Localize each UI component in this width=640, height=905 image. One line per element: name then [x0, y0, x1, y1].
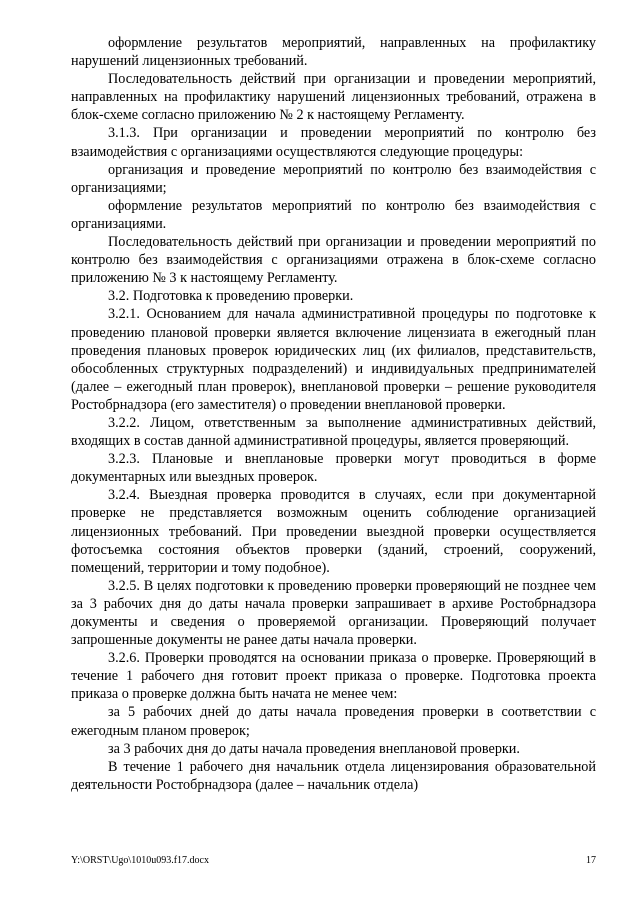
- paragraph: оформление результатов мероприятий, направленных на профилактику нарушений лицензионных требований.: [71, 35, 596, 70]
- paragraph: Последовательность действий при организации и проведении мероприятий по контролю без взаимодействия с организациями отражена в блок-схеме согласно приложению № 3 к настоящему Регламенту.: [71, 234, 596, 287]
- paragraph: 3.2.1. Основанием для начала административной процедуры по подготовке к проведению плановой проверки является включение лицензиата в ежегодный план проведения плановых проверок юридических лиц (их филиалов, представительств, обособленных структурных подразделений) и индивидуальных предпринимателей (далее – ежегодный план проверок), внеплановой проверки – решение руководителя Ростобрнадзора (его заместителя) о проведении внеплановой проверки.: [71, 306, 596, 413]
- page-footer: [71, 855, 596, 867]
- paragraph: организация и проведение мероприятий по контролю без взаимодействия с организациями;: [71, 161, 596, 196]
- paragraph: за 3 рабочих дня до даты начала проведения внеплановой проверки.: [108, 740, 520, 757]
- paragraph: В течение 1 рабочего дня начальник отдела лицензирования образовательной деятельности Ростобрнадзора (далее – начальник отдела): [71, 758, 596, 793]
- paragraph: 3.1.3. При организации и проведении мероприятий по контролю без взаимодействия с организациями осуществляются следующие процедуры:: [71, 125, 596, 160]
- paragraph: оформление результатов мероприятий по контролю без взаимодействия с организациями.: [71, 197, 596, 232]
- paragraph: 3.2. Подготовка к проведению проверки.: [108, 288, 354, 305]
- footer-file-path: Y:\ORST\Ugo\1010u093.f17.docx: [71, 855, 209, 866]
- paragraph: Последовательность действий при организации и проведении мероприятий, направленных на профилактику нарушений лицензионных требований, отражена в блок-схеме согласно приложению № 2 к настоящему Регламенту.: [71, 71, 596, 124]
- footer-page-number: 17: [586, 855, 596, 866]
- paragraph: 3.2.5. В целях подготовки к проведению проверки проверяющий не позднее чем за 3 рабочих дня до даты начала проверки запрашивает в архиве Ростобрнадзора документы и сведения о проверяемой организации. Проверяющий получает запрошенные документы не ранее даты начала проверки.: [71, 577, 596, 649]
- paragraph: 3.2.2. Лицом, ответственным за выполнение административных действий, входящих в состав данной административной процедуры, является проверяющий.: [71, 414, 596, 450]
- paragraph: 3.2.3. Плановые и внеплановые проверки могут проводиться в форме документарных или выездных проверок.: [71, 451, 596, 486]
- paragraph: за 5 рабочих дней до даты начала проведения проверки в соответствии с ежегодным планом проверок;: [71, 704, 596, 739]
- paragraph: 3.2.4. Выездная проверка проводится в случаях, если при документарной проверке не представляется возможным оценить соблюдение организацией лицензионных требований. При проведении выездной проверки осуществляется фотосъемка состояния объектов проверки (зданий, строений, сооружений, помещений, территории и тому подобное).: [71, 487, 596, 576]
- document-body: [71, 34, 596, 794]
- paragraph: 3.2.6. Проверки проводятся на основании приказа о проверке. Проверяющий в течение 1 рабочего дня готовит проект приказа о проверке. Подготовка проекта приказа о проверке должна быть начата не менее чем:: [71, 650, 596, 703]
